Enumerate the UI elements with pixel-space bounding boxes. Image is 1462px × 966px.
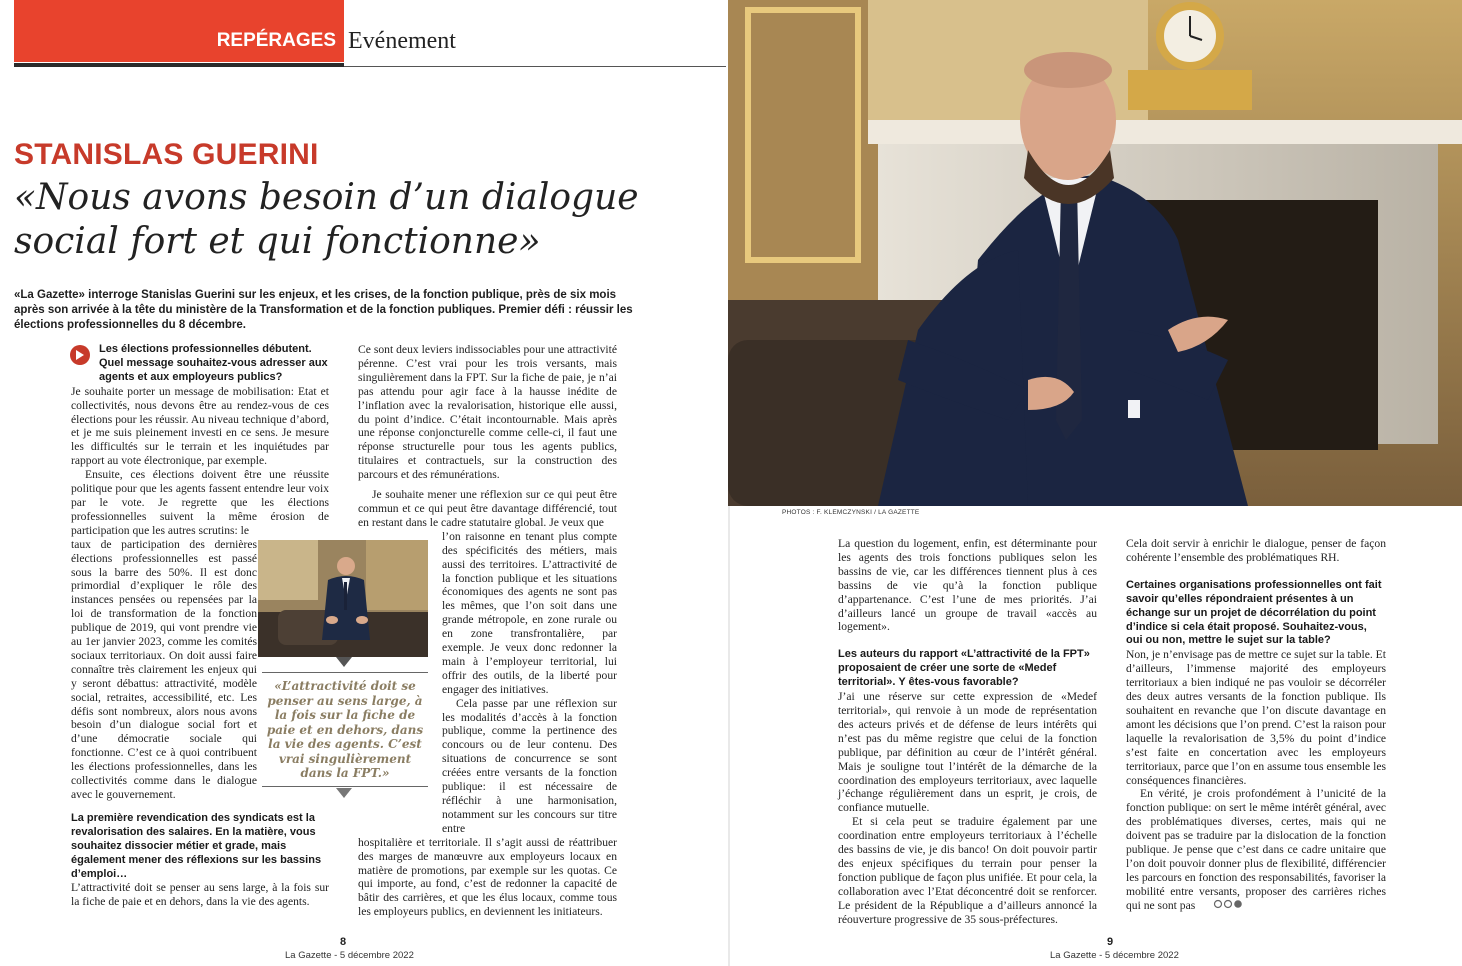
column-2 bbox=[358, 343, 617, 919]
header-rule bbox=[14, 63, 344, 67]
question-3: Les auteurs du rapport «L’attractivité de la FPT» proposaient de créer une sorte de «Medef territorial». Y êtes-vous favorable? bbox=[838, 648, 1090, 689]
question-4: Certaines organisations professionnelles ont fait savoir qu’elles répondraient présentes à un échange sur un projet de décorrélation du point d’indice si cela était proposé. Souhaitez-vous, oui ou non, mettre le sujet sur la table? bbox=[1126, 578, 1382, 647]
photo-credit: PHOTOS : F. KLEMCZYNSKI / LA GAZETTE bbox=[782, 509, 920, 516]
answer-text: En vérité, je crois profondément à l’unicité de la fonction publique: on sert le même intérêt général, avec des problématiques diverses, certes, mais qui ne doivent pas se traduire par la dislocation de la fonction publique. Je pense que c’est dans ce cadre unitaire que l’on doit pouvoir donner plus de flexibilité, différencier les parcours en fonction des responsabilités, favoriser la mobilité entre versants, proposer des carrières riches qui ne sont pas bbox=[1126, 787, 1386, 912]
header-rule-thin bbox=[344, 66, 726, 67]
answer-paragraph: Cela doit servir à enrichir le dialogue, penser de façon cohérente l’ensemble des problématiques RH. bbox=[1126, 537, 1386, 564]
interviewee-name: STANISLAS GUERINI bbox=[14, 138, 319, 171]
headline-line-1: «Nous avons besoin d’un dialogue bbox=[14, 177, 639, 218]
answer-paragraph: J’ai une réserve sur cette expression de «Medef territorial», qui renvoie à un mode de représentation des acteurs privés et de défense de leurs intérêts qui n’est pas du même registre que celui de la fonction publique, par définition au cœur de l’intérêt général. Mais je souligne tout l’intérêt de la démarche de la coordination des employeurs territoriaux, avec laquelle j’échange régulièrement dans un esprit, je crois, de confiance mutuelle. bbox=[838, 690, 1097, 815]
footer-publication-left: La Gazette - 5 décembre 2022 bbox=[285, 950, 414, 961]
arrow-bullet-icon bbox=[70, 345, 90, 365]
answer-paragraph: Ensuite, ces élections doivent être une réussite politique pour que les agents fassent entendre leur voix par le vote. Je regrette que les élections professionnelles suivent la même érosion de participation que les autres scrutins: le bbox=[71, 468, 329, 537]
lead-paragraph: «La Gazette» interroge Stanislas Guerini sur les enjeux, et les crises, de la fonction publique, près de six mois après son arrivée à la tête du ministère de la Transformation et de la fonction publiques. Premier défi : réussir les élections professionnelles du 8 décembre. bbox=[14, 289, 633, 331]
answer-paragraph: Et si cela peut se traduire également par une coordination entre employeurs territoriaux à l’échelle des bassins de vie, je dis banco! On doit pouvoir partir des enjeux spécifiques du terrain pour penser la fonction publique de façon plus unifiée. Et pour cela, la collaboration avec l’Etat déconcentré doit se renforcer. Le président de la République a d’ailleurs annoncé la réouverture progressive de 35 sous-préfectures. bbox=[838, 815, 1097, 926]
answer-paragraph: hospitalière et territoriale. Il s’agit aussi de réattribuer des marges de manœuvre aux employeurs locaux en matière de promotions, par exemple sur les quotas. Ce qui importe, au fond, c’est de redonner la capacité de bâtir des carrières, et que les élus locaux, comme tous les employeurs publics, en deviennent les initiateurs. bbox=[358, 835, 617, 919]
answer-paragraph: Ce sont deux leviers indissociables pour une attractivité pérenne. C’est vrai pour les trois versants, mais singulièrement dans la FPT. Sur la fiche de paie, je n’ai pas attendu pour agir face à la hausse inédite de l’inflation avec la revalorisation, historique elle aussi, du point d’indice. C’était incontournable. Mais après une réponse conjoncturelle comme celle-ci, il faut une réponse structurelle pour tous les agents publics, titulaires et contractuels, sur la construction des parcours et des rémunérations. bbox=[358, 343, 617, 482]
answer-paragraph: L’attractivité doit se penser au sens large, à la fois sur la fiche de paie et en dehors, dans la vie des agents. bbox=[71, 881, 329, 909]
header-section: Evénement bbox=[348, 28, 456, 54]
column-3 bbox=[838, 537, 1097, 926]
pull-quote-arrow-icon bbox=[336, 788, 352, 798]
headline bbox=[14, 176, 714, 264]
headline-line-2: social fort et qui fonctionne» bbox=[14, 221, 541, 262]
main-photo bbox=[728, 0, 1462, 506]
answer-paragraph: Je souhaite porter un message de mobilisation: Etat et collectivités, nous devons être au rendez-vous de ces élections pour les réussir. Au niveau technique d’abord, et je me suis pleinement investi en ce sens. Je mesure les difficultés sur le terrain et les inquiétudes par rapport au vote électronique, par exemple. bbox=[71, 384, 329, 468]
continued-dots-icon bbox=[1199, 899, 1243, 913]
answer-paragraph: Non, je n’envisage pas de mettre ce sujet sur la table. Et d’ailleurs, l’immense majorité des employeurs territoriaux a bien indiqué ne pas vouloir se décorréler des deux autres versants de la fonction publique. Ils souhaitent en revanche que l’on discute davantage en amont les décisions que l’on prend. C’est la raison pour laquelle la revalorisation de 3,5% du point d’indice s’est faite en concertation avec les employeurs territoriaux, parce que l’on en assume tous ensemble les conséquences financières. bbox=[1126, 648, 1386, 787]
column-4 bbox=[1126, 537, 1386, 913]
answer-paragraph bbox=[1126, 787, 1386, 913]
answer-paragraph: La question du logement, enfin, est déterminante pour les agents des trois fonctions publiques selon les bassins de vie, car les différences tiennent plus à ces bassins de vie qu’à la fonction publique d’appartenance. C’est l’une de mes priorités. J’ai d’ailleurs lancé un groupe de travail «accès au logement». bbox=[838, 537, 1097, 634]
answer-paragraph: taux de participation des dernières élections professionnelles est passé sous la barre des 50%. Il est donc primordial d’expliquer le rôle des instances pensées ou repensées par la loi de transformation de la fonction publique de 2019, qui vont prendre vie au 1er janvier 2023, comme les comités sociaux territoriaux. On doit aussi faire connaître très clairement les enjeux qui y seront débattus: attractivité, modèle social, retraites, accessibilité, etc. Les défis sont nombreux, alors nous avons besoin d’un dialogue social fort et d’une démocratie sociale qui fonctionne. C’est ce à quoi contribuent les élections professionnelles, dans les collectivités comme dans le dialogue avec le gouvernement. bbox=[71, 537, 257, 801]
pull-quote: «L’attractivité doit se penser au sens large, à la fois sur la fiche de paie et en dehors, dans la vie des agents. C’est vrai singulièrement dans la FPT.» bbox=[266, 679, 424, 780]
header-kicker: REPÉRAGES bbox=[216, 30, 336, 51]
page-number-left: 8 bbox=[340, 936, 347, 948]
footer-publication-right: La Gazette - 5 décembre 2022 bbox=[1050, 950, 1179, 961]
main-photo-illustration bbox=[728, 0, 1462, 506]
question-1 bbox=[71, 343, 329, 385]
answer-paragraph: l’on raisonne en tenant plus compte des spécificités des métiers, mais aussi des territoires. L’attractivité de la fonction publique et les situations économiques des agents ne sont pas les mêmes, que l’on soit dans une grande métropole, en zone rurale ou en zone transfrontalière, par exemple. Je veux donc redonner la main à l’employeur territorial, lui offrir des outils, de la liberté pour engager des initiatives. bbox=[442, 529, 617, 696]
answer-paragraph: Je souhaite mener une réflexion sur ce qui peut être commun et ce qui peut être davantage différencié, tout en restant dans le cadre statutaire global. Je veux que bbox=[358, 488, 617, 529]
inset-arrow-icon bbox=[336, 657, 352, 667]
question-2: La première revendication des syndicats est la revalorisation des salaires. En la matière, vous souhaitez dissocier métier et grade, mais également mener des réflexions sur les bassins d’emploi… bbox=[71, 811, 322, 880]
answer-paragraph: Cela passe par une réflexion sur les modalités d’accès à la fonction publique, comme la pertinence des concours ou de leur contenu. Des situations de concurrence se sont créées entre versants de la fonction publique: il est nécessaire de réfléchir à une harmonisation, notamment sur les concours sur titre entre bbox=[442, 696, 617, 835]
page-number-right: 9 bbox=[1107, 936, 1114, 948]
question-1-text: Les élections professionnelles débutent. Quel message souhaitez-vous adresser aux agents et aux employeurs publics? bbox=[99, 343, 328, 383]
